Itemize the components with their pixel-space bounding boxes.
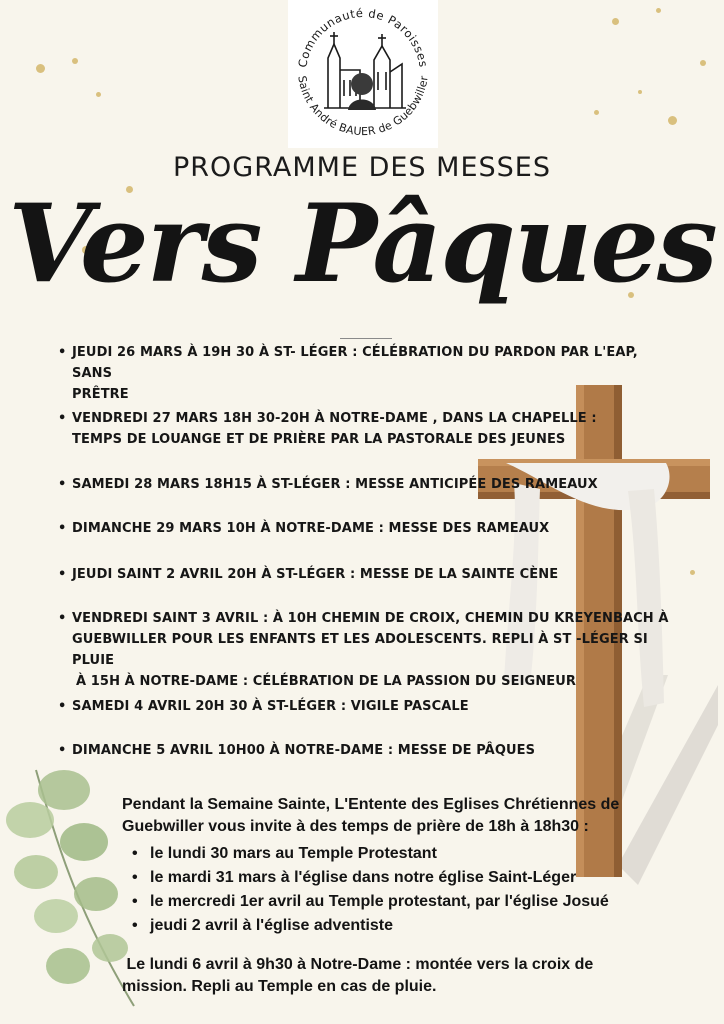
event-item xyxy=(58,342,682,405)
gold-speck xyxy=(700,60,706,66)
gold-speck xyxy=(96,92,101,97)
page-heading: PROGRAMME DES MESSES xyxy=(173,152,551,183)
event-line: À 15H À NOTRE-DAME : CÉLÉBRATION DE LA PASSION DU SEIGNEUR xyxy=(76,674,577,689)
prayer-times-list xyxy=(130,842,609,938)
event-item xyxy=(58,696,682,717)
gold-speck xyxy=(72,58,78,64)
gold-speck xyxy=(638,90,642,94)
gold-speck xyxy=(36,64,45,73)
closing-line: mission. Repli au Temple en cas de pluie. xyxy=(122,978,437,995)
svg-text:Communauté de Paroisses xyxy=(295,6,430,69)
holy-week-intro xyxy=(122,794,619,838)
event-line: SAMEDI 28 MARS 18H15 À ST-LÉGER : MESSE ANTICIPÉE DES RAMEAUX xyxy=(72,477,598,492)
logo-seal-icon xyxy=(288,0,438,148)
intro-line: Guebwiller vous invite à des temps de prière de 18h à 18h30 : xyxy=(122,818,589,835)
closing-note xyxy=(122,954,593,998)
logo-top-text: Communauté de Paroisses xyxy=(295,5,431,69)
event-line: DIMANCHE 5 AVRIL 10H00 À NOTRE-DAME : MESSE DE PÂQUES xyxy=(72,743,536,758)
parish-logo xyxy=(288,0,438,148)
event-line: VENDREDI 27 MARS 18H 30-20H À NOTRE-DAME , DANS LA CHAPELLE : xyxy=(72,411,597,426)
gold-speck xyxy=(668,116,677,125)
event-item xyxy=(58,740,682,761)
event-item xyxy=(58,564,682,585)
event-item xyxy=(58,474,682,495)
list-item: • jeudi 2 avril à l'église adventiste xyxy=(130,914,609,938)
list-item: • le mercredi 1er avril au Temple protestant, par l'église Josué xyxy=(130,890,609,914)
event-line: VENDREDI SAINT 3 AVRIL : À 10H CHEMIN DE CROIX, CHEMIN DU KREYENBACH À xyxy=(72,611,669,626)
list-item: • le mardi 31 mars à l'église dans notre église Saint-Léger xyxy=(130,866,609,890)
event-line: SAMEDI 4 AVRIL 20H 30 À ST-LÉGER : VIGILE PASCALE xyxy=(72,699,469,714)
event-item xyxy=(58,518,682,539)
divider xyxy=(340,338,392,339)
list-item: • le lundi 30 mars au Temple Protestant xyxy=(130,842,609,866)
logo-bottom-text: Saint André BAUER de Guebwiller xyxy=(295,74,431,139)
script-title: Vers Pâques xyxy=(8,181,716,307)
event-line: DIMANCHE 29 MARS 10H À NOTRE-DAME : MESSE DES RAMEAUX xyxy=(72,521,550,536)
intro-line: Pendant la Semaine Sainte, L'Entente des Eglises Chrétiennes de xyxy=(122,796,620,813)
event-item xyxy=(58,608,682,692)
event-line: PRÊTRE xyxy=(72,387,129,402)
event-line: TEMPS DE LOUANGE ET DE PRIÈRE PAR LA PASTORALE DES JEUNES xyxy=(72,432,566,447)
event-line: GUEBWILLER POUR LES ENFANTS ET LES ADOLESCENTS. REPLI À ST -LÉGER SI PLUIE xyxy=(72,632,648,668)
event-item xyxy=(58,408,682,450)
closing-line: Le lundi 6 avril à 9h30 à Notre-Dame : montée vers la croix de xyxy=(122,956,594,973)
gold-speck xyxy=(594,110,599,115)
event-line: JEUDI SAINT 2 AVRIL 20H À ST-LÉGER : MESSE DE LA SAINTE CÈNE xyxy=(72,567,559,582)
gold-speck xyxy=(656,8,661,13)
gold-speck xyxy=(612,18,619,25)
event-line: JEUDI 26 MARS À 19H 30 À ST- LÉGER : CÉLÉBRATION DU PARDON PAR L'EAP, SANS xyxy=(72,345,638,381)
